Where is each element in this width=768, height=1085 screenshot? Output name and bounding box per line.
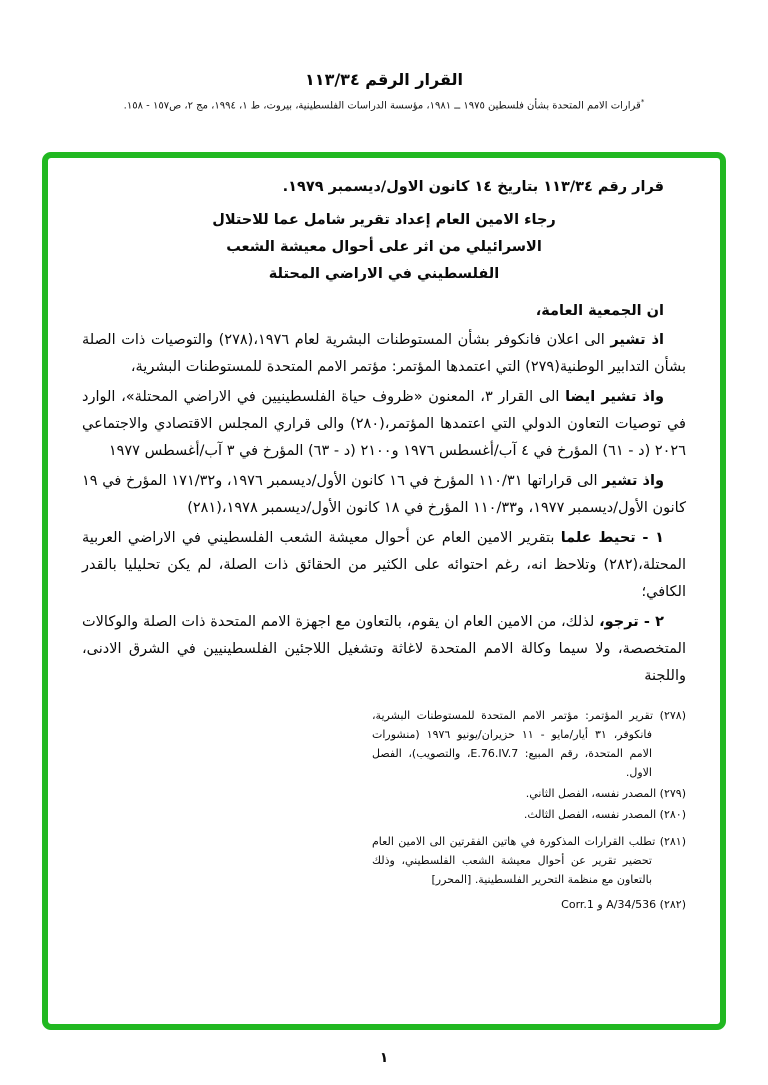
footnote-marker: (٢٧٩) <box>659 787 686 800</box>
page-title: القرار الرقم ١١٣/٣٤ <box>305 70 463 89</box>
footnote-marker: (٢٧٨) <box>659 709 686 722</box>
footnote-text: المصدر نفسه، الفصل الثاني. <box>525 787 657 800</box>
footnote <box>372 805 686 824</box>
resolution-heading-line: رجاء الامين العام إعداد تقرير شامل عما للاحتلال <box>212 212 556 228</box>
resolution-paragraph <box>82 468 686 522</box>
footnote-text: تطلب القرارات المذكورة في هاتين الفقرتين الى الامين العام تحضير تقرير عن أحوال معيشة الشعب الفلسطيني، وذلك بالتعاون مع منظمة التحرير الفلسطينية. [المحرر] <box>372 835 656 886</box>
page-number: ١ <box>379 1050 389 1066</box>
page-header <box>0 70 768 111</box>
footnote <box>372 832 686 889</box>
source-note-marker: * <box>640 98 645 106</box>
resolution-date-line: قرار رقم ١١٣/٣٤ بتاريخ ١٤ كانون الاول/ديسمبر ١٩٧٩. <box>282 179 664 195</box>
resolution-paragraph <box>82 384 686 465</box>
footnote <box>372 895 686 914</box>
paragraph-lead: اذ تشير <box>610 332 665 348</box>
paragraph-lead: ١ - تحيط علما <box>560 530 664 546</box>
resolution-heading <box>82 207 686 288</box>
footnote-text: المصدر نفسه، الفصل الثالث. <box>523 808 657 821</box>
paragraph-lead: واذ تشير <box>602 473 664 489</box>
footnote-marker: (٢٨٠) <box>659 808 686 821</box>
resolution-paragraph <box>82 609 686 690</box>
source-note <box>0 98 768 111</box>
resolution-heading-line: الاسرائيلي من اثر على أحوال معيشة الشعب <box>226 239 542 255</box>
footnote-marker: (٢٨٢) <box>659 898 686 911</box>
footnote <box>372 784 686 803</box>
resolution-opening: ان الجمعية العامة، <box>535 303 664 319</box>
resolution-paragraph <box>82 525 686 606</box>
footnotes-section <box>372 706 686 914</box>
paragraph-lead: ٢ - ترجو، <box>599 614 664 630</box>
footnote <box>372 706 686 782</box>
paragraph-text: بتقرير الامين العام عن أحوال معيشة الشعب الفلسطيني في الاراضي العربية المحتلة،(٢٨٢) وتلاحظ انه، رغم احتوائه على الكثير من الحقائق ذات الصلة، لم يكن تحليليا بالقدر الكافي؛ <box>82 530 686 600</box>
source-note-text: قرارات الامم المتحدة بشأن فلسطين ١٩٧٥ ــ ١٩٨١، مؤسسة الدراسات الفلسطينية، بيروت، ط ١، ١٩٩٤، مج ٢، ص١٥٧ - ١٥٨. <box>123 100 641 112</box>
paragraph-text: الى قراراتها ١١٠/٣١ المؤرخ في ١٦ كانون الأول/ديسمبر ١٩٧٦، و١٧١/٣٢ المؤرخ في ١٩ كانون الأول/ديسمبر ١٩٧٧، و١١٠/٣٣ المؤرخ في ١٨ كانون الأول/ديسمبر ١٩٧٨،(٢٨١) <box>82 473 686 516</box>
resolution-frame <box>42 152 726 1030</box>
resolution-paragraph <box>82 327 686 381</box>
paragraph-text: الى القرار ٣، المعنون «ظروف حياة الفلسطينيين في الاراضي المحتلة»، الوارد في توصيات التعاون الدولي التي اعتمدها المؤتمر،(٢٨٠) والى قراري المجلس الاقتصادي والاجتماعي ٢٠٢٦ (د - ٦١) المؤرخ في ٤ آب/أغسطس ١٩٧٦ و٢١٠٠ (د - ٦٣) المؤرخ في ٣ آب/أغسطس ١٩٧٧ <box>82 389 686 459</box>
paragraph-text: الى اعلان فانكوفر بشأن المستوطنات البشرية لعام ١٩٧٦،(٢٧٨) والتوصيات ذات الصلة بشأن التدابير الوطنية(٢٧٩) التي اعتمدها المؤتمر: مؤتمر الامم المتحدة للمستوطنات البشرية، <box>82 332 686 375</box>
paragraph-lead: واذ تشير ايضا <box>565 389 664 405</box>
paragraph-text: لذلك، من الامين العام ان يقوم، بالتعاون مع اجهزة الامم المتحدة ذات الصلة والوكالات المتخصصة، ولا سيما وكالة الامم المتحدة لاغاثة وتشغيل اللاجئين الفلسطينيين في الشرق الادنى، واللجنة <box>82 614 686 684</box>
footnote-text: تقرير المؤتمر: مؤتمر الامم المتحدة للمستوطنات البشرية، فانكوفر، ٣١ أيار/مايو - ١١ حزيران/يونيو ١٩٧٦ (منشورات الامم المتحدة، رقم المبيع: E.76.IV.7، والتصويب)، الفصل الاول. <box>372 709 654 779</box>
footnote-text: A/34/536 و Corr.1 <box>561 898 657 911</box>
resolution-heading-line: الفلسطيني في الاراضي المحتلة <box>268 266 500 282</box>
footnote-marker: (٢٨١) <box>659 835 687 848</box>
